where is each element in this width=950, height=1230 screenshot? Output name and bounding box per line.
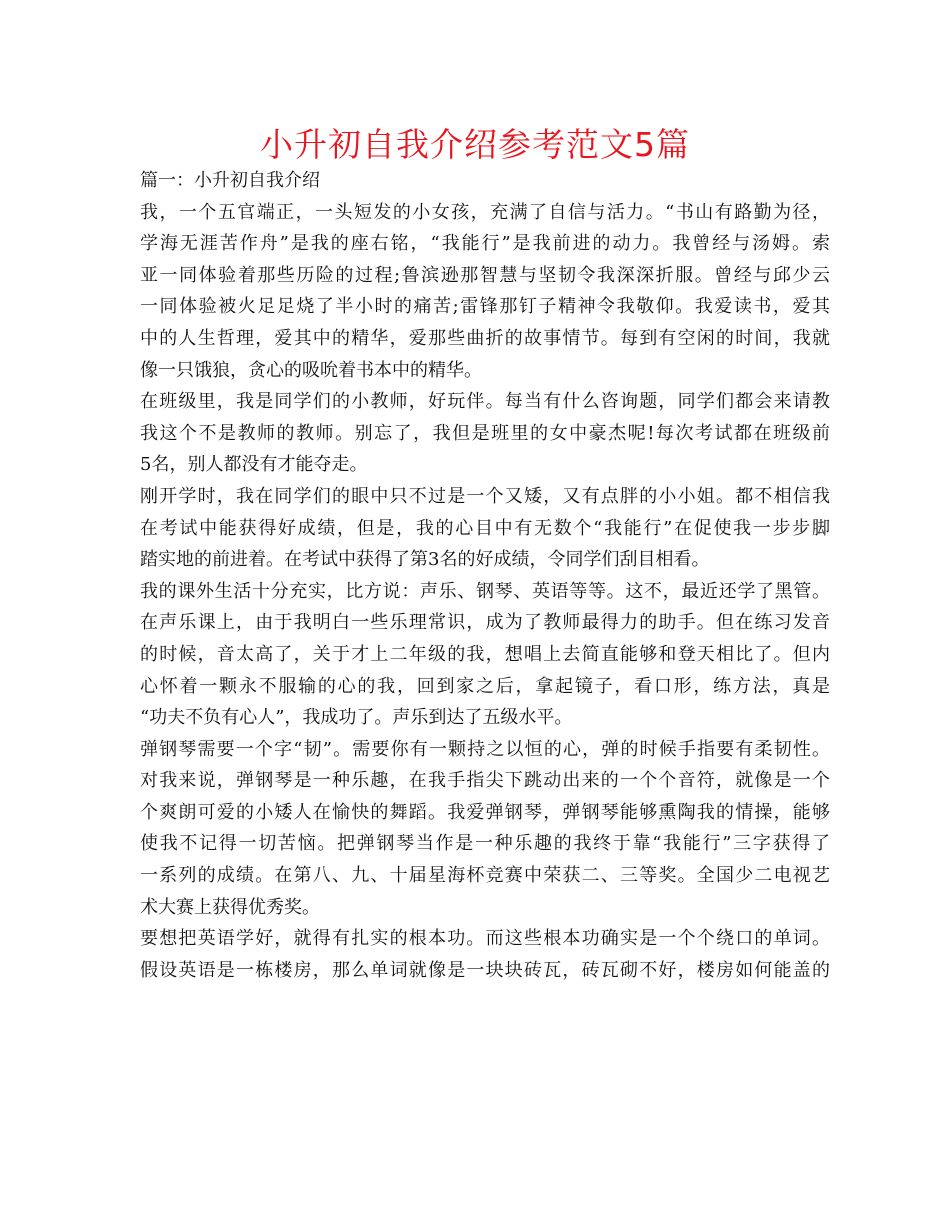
text-line: 在声乐课上，由于我明白一些乐理常识，成为了教师最得力的助手。但在练习发音: [140, 612, 830, 634]
document-title: 小升初自我介绍参考范文5篇: [260, 125, 690, 164]
text-line: 的时候，音太高了，关于才上二年级的我，想唱上去简直能够和登天相比了。但内: [140, 643, 830, 665]
text-line: 中的人生哲理，爱其中的精华，爱那些曲折的故事情节。每到有空闲的时间，我就: [140, 327, 830, 349]
text-line: 5名，别人都没有才能夺走。: [140, 454, 368, 476]
text-line: “功夫不负有心人”，我成功了。声乐到达了五级水平。: [140, 707, 573, 729]
text-line: 术大赛上获得优秀奖。: [140, 896, 320, 918]
text-line: 我，一个五官端正，一头短发的小女孩，充满了自信与活力。“书山有路勤为径，: [140, 201, 830, 223]
text-line: 弹钢琴需要一个字“韧”。需要你有一颗持之以恒的心，弹的时候手指要有柔韧性。: [140, 738, 830, 760]
text-line: 学海无涯苦作舟”是我的座右铭，“我能行”是我前进的动力。我曾经与汤姆。索: [140, 233, 830, 255]
text-line: 踏实地的前进着。在考试中获得了第3名的好成绩，令同学们刮目相看。: [140, 549, 710, 571]
document-body: [140, 165, 830, 986]
text-line: 对我来说，弹钢琴是一种乐趣，在我手指尖下跳动出来的一个个音符，就像是一个: [140, 770, 830, 792]
text-line: 我这个不是教师的教师。别忘了，我但是班里的女中豪杰呢!每次考试都在班级前: [140, 422, 830, 444]
text-line: 在班级里，我是同学们的小教师，好玩伴。每当有什么咨询题，同学们都会来请教: [140, 391, 830, 413]
text-line: 一同体验被火足足烧了半小时的痛苦;雷锋那钉子精神令我敬仰。我爱读书，爱其: [140, 296, 830, 318]
text-line: 像一只饿狼，贪心的吸吮着书本中的精华。: [140, 359, 482, 381]
text-line: 个爽朗可爱的小矮人在愉快的舞蹈。我爱弹钢琴，弹钢琴能够熏陶我的情操，能够: [140, 801, 830, 823]
text-line: 一系列的成绩。在第八、九、十届星海杯竞赛中荣获二、三等奖。全国少二电视艺: [140, 865, 830, 887]
text-line: 要想把英语学好，就得有扎实的根本功。而这些根本功确实是一个个绕口的单词。: [140, 928, 830, 950]
text-line: 亚一同体验着那些历险的过程;鲁滨逊那智慧与坚韧令我深深折服。曾经与邱少云: [140, 264, 830, 286]
text-line: 在考试中能获得好成绩，但是，我的心目中有无数个“我能行”在促使我一步步脚: [140, 517, 830, 539]
text-line: 心怀着一颗永不服输的心的我，回到家之后，拿起镜子，看口形，练方法，真是: [140, 675, 830, 697]
text-line: 假设英语是一栋楼房，那么单词就像是一块块砖瓦，砖瓦砌不好，楼房如何能盖的: [140, 959, 830, 981]
text-line: 我的课外生活十分充实，比方说：声乐、钢琴、英语等等。这不，最近还学了黑管。: [140, 580, 830, 602]
text-line: 刚开学时，我在同学们的眼中只不过是一个又矮，又有点胖的小小姐。都不相信我: [140, 485, 830, 507]
text-line: 篇一：小升初自我介绍: [140, 170, 320, 191]
text-line: 使我不记得一切苦恼。把弹钢琴当作是一种乐趣的我终于靠“我能行”三字获得了: [140, 833, 830, 855]
